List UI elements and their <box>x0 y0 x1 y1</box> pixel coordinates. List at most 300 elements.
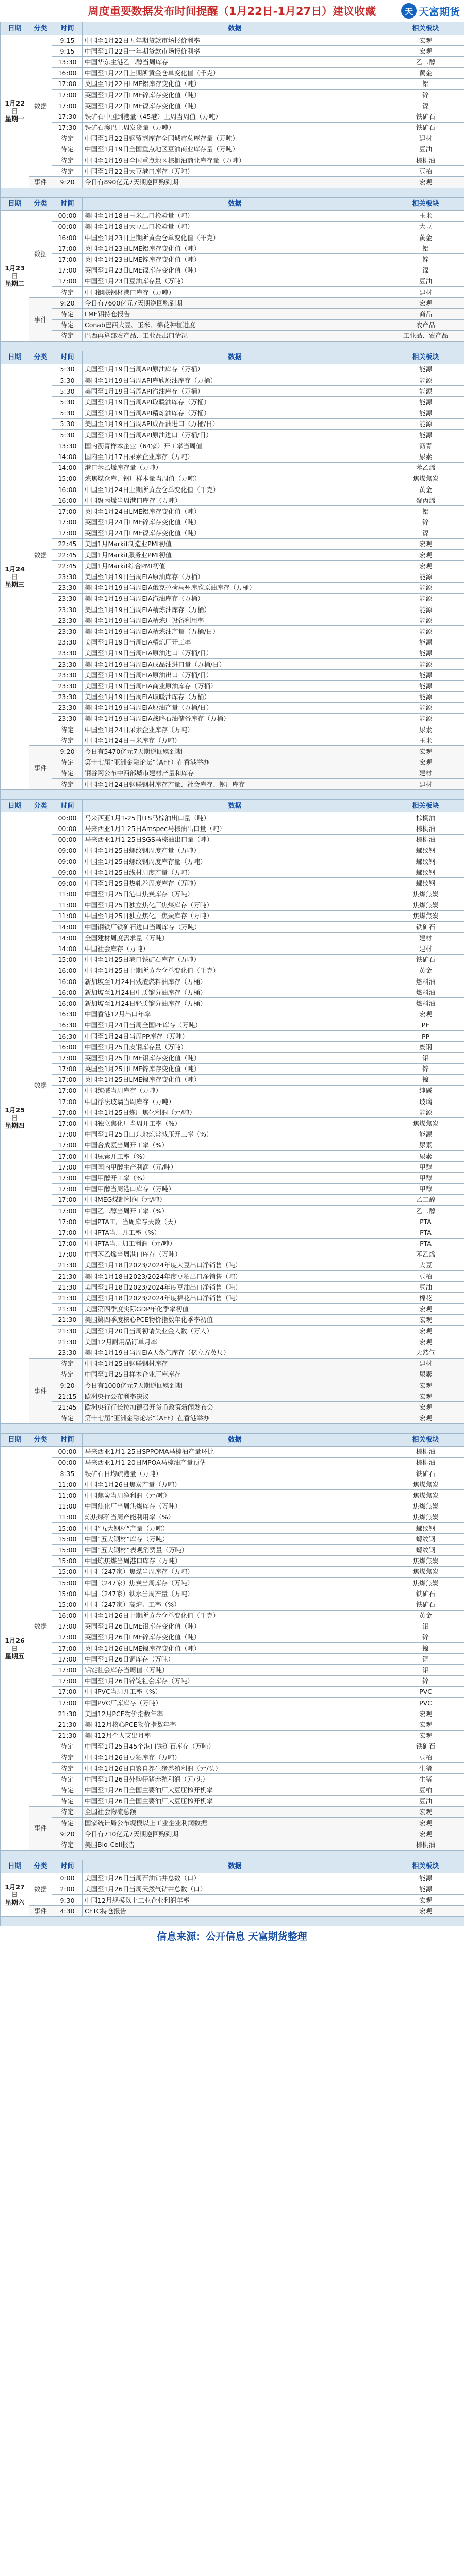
data-item-cell: 铁矿石澳巴上周发货量（万吨） <box>83 122 387 133</box>
data-item-cell: 中国国内甲醇生产利润（元/吨） <box>83 1162 387 1173</box>
table-row <box>1 604 464 615</box>
data-item-cell: 欧洲央行行长拉加德召开货币政策新闻发布会 <box>83 1402 387 1413</box>
sector-cell: 能源 <box>387 615 464 626</box>
time-cell: 17:00 <box>52 1140 83 1150</box>
sector-cell: 铁矿石 <box>387 1468 464 1479</box>
data-item-cell: 铝锭社会库存当周值（万吨） <box>83 1665 387 1675</box>
time-cell: 15:00 <box>52 1523 83 1534</box>
table-row <box>1 319 464 330</box>
sector-cell: 铜 <box>387 1654 464 1665</box>
time-cell: 17:00 <box>52 1096 83 1107</box>
data-item-cell: 中国至1月25日独立焦化厂焦炭库存（万吨） <box>83 910 387 921</box>
data-item-cell: 新加坡至1月24日中质馏分油库存（万桶） <box>83 987 387 998</box>
time-cell: 15:00 <box>52 1588 83 1599</box>
column-header-date: 日期 <box>1 1433 29 1446</box>
table-row <box>1 1293 464 1303</box>
sector-cell: 宏观 <box>387 1326 464 1336</box>
time-cell: 14:00 <box>52 462 83 473</box>
time-cell: 17:00 <box>52 1686 83 1697</box>
table-row <box>1 1042 464 1053</box>
table-row <box>1 528 464 538</box>
table-row <box>1 582 464 593</box>
table-row <box>1 889 464 900</box>
column-header-data: 数据 <box>83 197 387 210</box>
table-row <box>1 1205 464 1216</box>
data-item-cell: 美国12月耐用品订单月率 <box>83 1336 387 1347</box>
table-row <box>1 46 464 57</box>
column-header-row <box>1 197 464 210</box>
data-item-cell: 美国1月Markit服务业PMI初值 <box>83 550 387 561</box>
sector-cell: 铁矿石 <box>387 111 464 122</box>
data-item-cell: 中国“五大钢材”库存（万吨） <box>83 1534 387 1545</box>
sector-cell: 焦煤焦炭 <box>387 473 464 484</box>
date-cell: 1月27日 星期六 <box>1 1873 29 1917</box>
data-item-cell: 英国至1月25日LME锌库存变化值（吨） <box>83 1063 387 1074</box>
time-cell: 待定 <box>52 155 83 166</box>
sector-cell: 能源 <box>387 658 464 669</box>
data-item-cell: 美国1月Markit综合PMI初值 <box>83 561 387 571</box>
time-cell: 21:30 <box>52 1293 83 1303</box>
table-row <box>1 1326 464 1336</box>
table-row <box>1 506 464 517</box>
sector-cell: 焦煤焦炭 <box>387 1479 464 1490</box>
sector-cell: PE <box>387 1020 464 1030</box>
time-cell: 待定 <box>52 1741 83 1752</box>
sector-cell: 沥青 <box>387 440 464 451</box>
data-item-cell: 美国至1月19日当周EIA战略石油储备库存（万桶） <box>83 713 387 724</box>
table-row <box>1 1566 464 1577</box>
data-item-cell: 美国至1月18日2023/2024年度豆粕出口净销售（吨） <box>83 1271 387 1282</box>
sector-cell: 宏观 <box>387 298 464 309</box>
column-header-time: 时间 <box>52 800 83 812</box>
time-cell: 17:00 <box>52 1063 83 1074</box>
time-cell: 23:30 <box>52 604 83 615</box>
table-row <box>1 1698 464 1708</box>
column-header-category: 分类 <box>29 800 52 812</box>
time-cell: 14:00 <box>52 933 83 943</box>
time-cell: 17:00 <box>52 1643 83 1654</box>
data-item-cell: 中国至1月25日线材周度产量（万吨） <box>83 867 387 878</box>
data-item-cell: 中国至1月22日大豆港口库存（万吨） <box>83 166 387 177</box>
column-header-time: 时间 <box>52 197 83 210</box>
data-item-cell: 美国至1月19日当周API库欣原油库存（万桶） <box>83 375 387 386</box>
time-cell: 00:00 <box>52 221 83 232</box>
table-row <box>1 856 464 867</box>
category-cell: 事件 <box>29 298 52 342</box>
time-cell: 17:00 <box>52 1654 83 1665</box>
table-row <box>1 1457 464 1468</box>
column-header-data: 数据 <box>83 351 387 364</box>
data-item-cell: 中国至1月26日全国主要油厂大豆压榨开机率 <box>83 1795 387 1806</box>
time-cell: 00:00 <box>52 1446 83 1457</box>
data-item-cell: 英国至1月23日LME锌库存变化值（吨） <box>83 254 387 265</box>
sector-cell: PVC <box>387 1686 464 1697</box>
time-cell: 16:30 <box>52 1009 83 1020</box>
table-row <box>1 1227 464 1238</box>
data-item-cell: 中国至1月24日尿素企业库存（万吨） <box>83 724 387 735</box>
data-item-cell: 中国PTA工厂当周库存天数（天） <box>83 1216 387 1227</box>
data-item-cell: 中国浮法玻璃当周库存（万吨） <box>83 1096 387 1107</box>
table-row <box>1 309 464 319</box>
time-cell: 23:30 <box>52 571 83 582</box>
time-cell: 5:30 <box>52 418 83 429</box>
sector-cell: PVC <box>387 1698 464 1708</box>
sector-cell: 焦煤焦炭 <box>387 1118 464 1129</box>
data-item-cell: 美国至1月19日当周EIA汽油库存（万桶） <box>83 593 387 604</box>
sector-cell: 尿素 <box>387 1151 464 1162</box>
table-row <box>1 615 464 626</box>
time-cell: 17:00 <box>52 1162 83 1173</box>
data-item-cell: 中国甲醇当周港口库存（万吨） <box>83 1183 387 1194</box>
time-cell: 17:00 <box>52 1151 83 1162</box>
data-item-cell: 中国至1月23日上期所黄金仓单变化值（千克） <box>83 232 387 243</box>
data-item-cell: 中国社会库存（万吨） <box>83 943 387 954</box>
table-row <box>1 1795 464 1806</box>
table-row <box>1 111 464 122</box>
table-row <box>1 1719 464 1730</box>
time-cell: 16:00 <box>52 1610 83 1621</box>
sector-cell: 螺纹钢 <box>387 1534 464 1545</box>
sector-cell: 黄金 <box>387 484 464 495</box>
sector-cell: 螺纹钢 <box>387 878 464 889</box>
column-header-date: 日期 <box>1 197 29 210</box>
table-row <box>1 976 464 987</box>
data-item-cell: 中国至1月25日螺纹钢周度产量（万吨） <box>83 845 387 856</box>
day-separator <box>1 1917 464 1926</box>
column-header-time: 时间 <box>52 22 83 35</box>
time-cell: 0:00 <box>52 1873 83 1884</box>
table-row <box>1 724 464 735</box>
table-row <box>1 571 464 582</box>
time-cell: 09:00 <box>52 867 83 878</box>
table-row <box>1 408 464 418</box>
sector-cell: 甲醇 <box>387 1173 464 1183</box>
category-cell: 事件 <box>29 1358 52 1423</box>
time-cell: 4:30 <box>52 1906 83 1917</box>
table-row <box>1 933 464 943</box>
time-cell: 14:00 <box>52 943 83 954</box>
time-cell: 21:30 <box>52 1719 83 1730</box>
sector-cell: 焦煤焦炭 <box>387 1501 464 1512</box>
data-item-cell: CFTC持仓报告 <box>83 1906 387 1917</box>
data-item-cell: 美国至1月19日当周API原油进口（万桶/日） <box>83 430 387 440</box>
time-cell: 16:00 <box>52 232 83 243</box>
time-cell: 待定 <box>52 330 83 341</box>
data-item-cell: 中国至1月24日当周全国PE库存（万吨） <box>83 1020 387 1030</box>
time-cell: 17:00 <box>52 1249 83 1260</box>
table-row <box>1 648 464 658</box>
time-cell: 00:00 <box>52 812 83 823</box>
data-item-cell: 美国至1月19日当周EIA原油进口（万桶/日） <box>83 648 387 658</box>
table-row <box>1 35 464 46</box>
time-cell: 17:00 <box>52 276 83 286</box>
data-item-cell: 美国至1月19日当周API原油库存（万桶） <box>83 364 387 375</box>
table-row <box>1 1763 464 1774</box>
table-row <box>1 221 464 232</box>
data-item-cell: 美国至1月18日玉米出口检验量（吨） <box>83 210 387 221</box>
data-item-cell: 中国焦化厂当周焦煤库存（万吨） <box>83 1501 387 1512</box>
data-item-cell: 中国（247家）高炉开工率（%） <box>83 1599 387 1610</box>
data-item-cell: 美国至1月18日2023/2024年度大豆出口净销售（吨） <box>83 1260 387 1270</box>
sector-cell: 焦煤焦炭 <box>387 900 464 910</box>
time-cell: 15:00 <box>52 1577 83 1588</box>
time-cell: 23:30 <box>52 691 83 702</box>
table-row <box>1 298 464 309</box>
table-row <box>1 89 464 100</box>
time-cell: 9:20 <box>52 746 83 757</box>
sector-cell: 建材 <box>387 133 464 144</box>
time-cell: 22:45 <box>52 538 83 549</box>
table-row <box>1 1096 464 1107</box>
footer <box>0 1926 464 1945</box>
time-cell: 22:45 <box>52 561 83 571</box>
data-item-cell: 今日有1000亿元7天期逆回购到期 <box>83 1380 387 1391</box>
time-cell: 待定 <box>52 724 83 735</box>
sector-cell: 能源 <box>387 1873 464 1884</box>
data-item-cell: 中国聚丙烯当周港口库存（万吨） <box>83 495 387 506</box>
data-item-cell: 美国至1月19日当周EIA取暖油库存（万桶） <box>83 691 387 702</box>
data-item-cell: 巴西再算部农产品、工业品出口情况 <box>83 330 387 341</box>
table-row <box>1 1030 464 1041</box>
sector-cell: 棕榈油 <box>387 823 464 834</box>
data-item-cell: 中国至1月25日45个港口铁矿石库存（万吨） <box>83 1741 387 1752</box>
time-cell: 16:00 <box>52 976 83 987</box>
sector-cell: 镍 <box>387 265 464 276</box>
time-cell: 待定 <box>52 1806 83 1817</box>
data-item-cell: 新加坡至1月24日轻质馏分油库存（万桶） <box>83 998 387 1009</box>
data-item-cell: 中国至1月25日钢联钢材库存 <box>83 1358 387 1369</box>
data-item-cell: 中国至1月24日当周PP库存（万吨） <box>83 1030 387 1041</box>
time-cell: 17:00 <box>52 254 83 265</box>
table-row <box>1 1806 464 1817</box>
column-header-sector: 相关板块 <box>387 197 464 210</box>
sector-cell: 镍 <box>387 528 464 538</box>
sector-cell: 生猪 <box>387 1774 464 1785</box>
time-cell: 21:30 <box>52 1314 83 1325</box>
data-item-cell: 中国至1月25日独立焦化厂焦煤库存（万吨） <box>83 900 387 910</box>
time-cell: 23:30 <box>52 713 83 724</box>
time-cell: 11:00 <box>52 900 83 910</box>
sector-cell: 铝 <box>387 506 464 517</box>
table-row <box>1 1490 464 1501</box>
data-item-cell: 英国至1月22日LME镍库存变化值（吨） <box>83 100 387 111</box>
sector-cell: 能源 <box>387 702 464 713</box>
table-row <box>1 517 464 528</box>
sector-cell: 螺纹钢 <box>387 845 464 856</box>
table-row <box>1 1774 464 1785</box>
table-row <box>1 1118 464 1129</box>
time-cell: 15:00 <box>52 954 83 965</box>
sector-cell: 玉米 <box>387 210 464 221</box>
category-cell: 事件 <box>29 177 52 188</box>
column-header-row <box>1 1433 464 1446</box>
table-row <box>1 1643 464 1654</box>
sector-cell: 豆粕 <box>387 1752 464 1762</box>
data-item-cell: 美国至1月19日当周EIA精炼厂设备利用率 <box>83 615 387 626</box>
sector-cell: 铝 <box>387 1665 464 1675</box>
time-cell: 17:00 <box>52 1074 83 1085</box>
separator-cell <box>1 341 464 351</box>
table-row <box>1 375 464 386</box>
sector-cell: PTA <box>387 1227 464 1238</box>
data-item-cell: 美国1月Markit制造业PMI初值 <box>83 538 387 549</box>
data-item-cell: 今日有890亿元7天期逆回购到期 <box>83 177 387 188</box>
time-cell: 00:00 <box>52 1457 83 1468</box>
table-row <box>1 1512 464 1522</box>
time-cell: 15:00 <box>52 1545 83 1555</box>
sector-cell: 建材 <box>387 933 464 943</box>
table-row <box>1 593 464 604</box>
time-cell: 21:30 <box>52 1303 83 1314</box>
table-row <box>1 1249 464 1260</box>
data-item-cell: 中国MEG煤制利润（元/吨） <box>83 1194 387 1205</box>
sector-cell: 螺纹钢 <box>387 1545 464 1555</box>
time-cell: 17:00 <box>52 1085 83 1096</box>
data-item-cell: 英国至1月26日LME镍库存变化值（吨） <box>83 1643 387 1654</box>
separator-cell <box>1 1917 464 1926</box>
time-cell: 待定 <box>52 735 83 746</box>
brand-logo <box>401 3 460 19</box>
data-item-cell: 美国至1月19日当周EIA成品油进口量（万桶/日） <box>83 658 387 669</box>
data-item-cell: 美国12月PCE物价指数年率 <box>83 1708 387 1719</box>
data-item-cell: 中国至1月24日上期所黄金仓单变化值（千克） <box>83 484 387 495</box>
data-item-cell: 中国至1月25日样本企业厂库库存 <box>83 1369 387 1380</box>
table-row <box>1 495 464 506</box>
time-cell: 5:30 <box>52 408 83 418</box>
data-item-cell: 中国“五大钢材”产量（万吨） <box>83 1523 387 1534</box>
sector-cell: 农产品 <box>387 319 464 330</box>
table-row <box>1 1107 464 1118</box>
sector-cell: 苯乙烯 <box>387 462 464 473</box>
sector-cell: 工业品、农产品 <box>387 330 464 341</box>
table-row <box>1 670 464 681</box>
time-cell: 00:00 <box>52 834 83 845</box>
data-item-cell: 中国至1月25日山东地炼常减压开工率（%） <box>83 1129 387 1140</box>
data-item-cell: 中国合成氨当周开工率（%） <box>83 1140 387 1150</box>
sector-cell: 宏观 <box>387 550 464 561</box>
data-item-cell: 中国PTA当周开工率（%） <box>83 1227 387 1238</box>
data-item-cell: 中国尿素开工率（%） <box>83 1151 387 1162</box>
sector-cell: 能源 <box>387 408 464 418</box>
category-cell: 事件 <box>29 1806 52 1850</box>
sector-cell: 锌 <box>387 1675 464 1686</box>
sector-cell: 宏观 <box>387 538 464 549</box>
data-item-cell: 中国至1月25日港口焦炭库存（万吨） <box>83 889 387 900</box>
header <box>0 0 464 22</box>
data-item-cell: 中国至1月26日自繁自养生猪养殖利润（元/头） <box>83 1763 387 1774</box>
data-item-cell: 中国至1月26日上期所黄金仓单变化值（千克） <box>83 1610 387 1621</box>
table-row <box>1 78 464 89</box>
data-item-cell: 中国PTA当周加工利润（元/吨） <box>83 1238 387 1249</box>
table-row <box>1 1895 464 1906</box>
table-row <box>1 1828 464 1839</box>
column-header-sector: 相关板块 <box>387 351 464 364</box>
time-cell: 09:00 <box>52 878 83 889</box>
data-item-cell: 英国至1月26日LME锌库存变化值（吨） <box>83 1632 387 1642</box>
table-row <box>1 1053 464 1063</box>
sector-cell: 豆粕 <box>387 1785 464 1795</box>
category-cell: 事件 <box>29 1906 52 1917</box>
data-item-cell: 美国至1月19日当周EIA精炼油产量（万桶/日） <box>83 626 387 637</box>
table-row <box>1 538 464 549</box>
sector-cell: 螺纹钢 <box>387 867 464 878</box>
table-row <box>1 1314 464 1325</box>
table-row <box>1 243 464 254</box>
sector-cell: 螺纹钢 <box>387 856 464 867</box>
time-cell: 2:00 <box>52 1884 83 1894</box>
sector-cell: 能源 <box>387 626 464 637</box>
table-row <box>1 1009 464 1020</box>
time-cell: 17:00 <box>52 1194 83 1205</box>
table-row <box>1 561 464 571</box>
table-row <box>1 286 464 297</box>
time-cell: 待定 <box>52 779 83 790</box>
table-row <box>1 364 464 375</box>
sector-cell: 能源 <box>387 681 464 691</box>
time-cell: 5:30 <box>52 430 83 440</box>
sector-cell: 宏观 <box>387 35 464 46</box>
sector-cell: 能源 <box>387 386 464 397</box>
sector-cell: 铝 <box>387 1621 464 1632</box>
time-cell: 待定 <box>52 1785 83 1795</box>
column-header-data: 数据 <box>83 1433 387 1446</box>
column-header-category: 分类 <box>29 1433 52 1446</box>
time-cell: 14:00 <box>52 922 83 933</box>
category-cell: 数据 <box>29 364 52 746</box>
sector-cell: 铝 <box>387 1053 464 1063</box>
data-item-cell: 英国至1月23日LME镍库存变化值（吨） <box>83 265 387 276</box>
table-row <box>1 430 464 440</box>
sector-cell: 燃料油 <box>387 976 464 987</box>
sector-cell: 宏观 <box>387 1391 464 1402</box>
column-header-sector: 相关板块 <box>387 22 464 35</box>
table-row <box>1 1621 464 1632</box>
category-cell: 数据 <box>29 210 52 298</box>
sector-cell: 铁矿石 <box>387 1741 464 1752</box>
sector-cell: 焦煤焦炭 <box>387 1566 464 1577</box>
time-cell: 17:00 <box>52 1665 83 1675</box>
sector-cell: 黄金 <box>387 232 464 243</box>
time-cell: 8:35 <box>52 1468 83 1479</box>
category-cell: 事件 <box>29 746 52 790</box>
sector-cell: 锌 <box>387 1063 464 1074</box>
sector-cell: 废钢 <box>387 1042 464 1053</box>
column-header-date: 日期 <box>1 22 29 35</box>
data-item-cell: 马来西亚1月1-25日Amspec马棕油出口量（吨） <box>83 823 387 834</box>
sector-cell: 乙二醇 <box>387 1194 464 1205</box>
sector-cell: 豆油 <box>387 1795 464 1806</box>
data-item-cell: 中国甲醇开工率（%） <box>83 1173 387 1183</box>
day-separator <box>1 1423 464 1433</box>
sector-cell: 宏观 <box>387 1314 464 1325</box>
sector-cell: 豆粕 <box>387 166 464 177</box>
sector-cell: 尿素 <box>387 724 464 735</box>
sector-cell: 宏观 <box>387 1009 464 1020</box>
data-item-cell: 中国钢联钢材港口库存（万吨） <box>83 286 387 297</box>
data-item-cell: 美国12月个人支出月率 <box>83 1730 387 1741</box>
table-row <box>1 922 464 933</box>
time-cell: 17:00 <box>52 528 83 538</box>
time-cell: 待定 <box>52 144 83 155</box>
table-row <box>1 1906 464 1917</box>
sector-cell: 尿素 <box>387 1369 464 1380</box>
table-row <box>1 122 464 133</box>
time-cell: 21:45 <box>52 1402 83 1413</box>
table-row <box>1 1216 464 1227</box>
time-cell: 17:00 <box>52 1118 83 1129</box>
data-item-cell: 美国12月核心PCE物价指数年率 <box>83 1719 387 1730</box>
sector-cell: 铁矿石 <box>387 954 464 965</box>
